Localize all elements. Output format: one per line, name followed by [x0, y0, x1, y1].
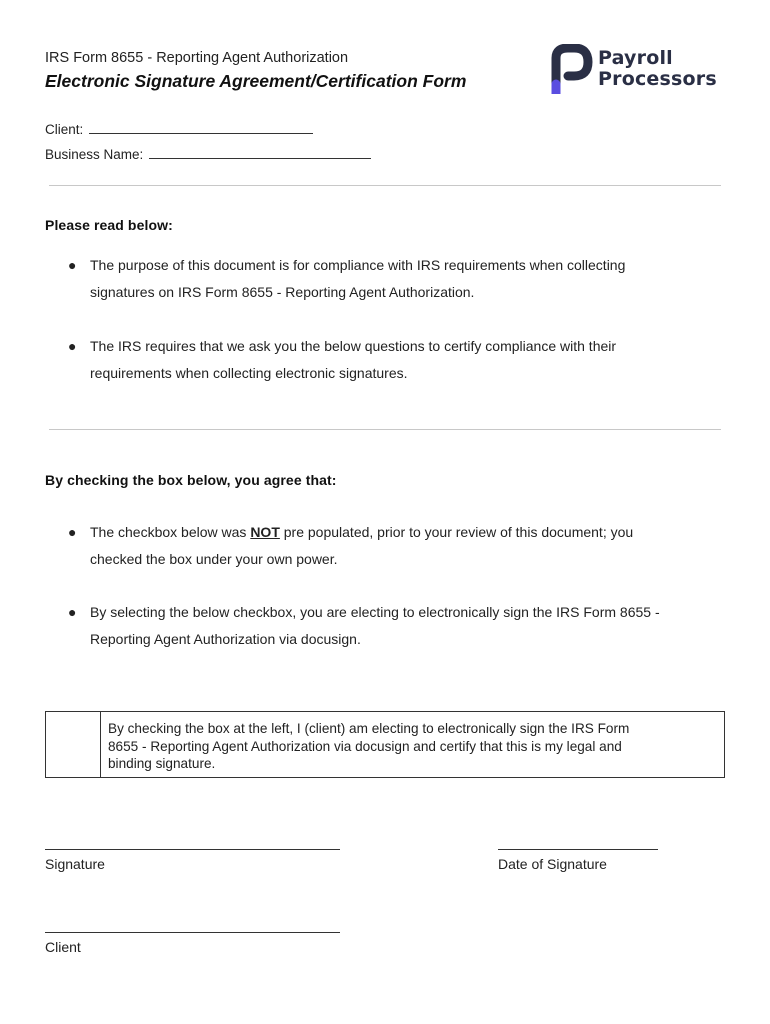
client-signature-label: Client	[45, 939, 81, 955]
list-item-line: signatures on IRS Form 8655 - Reporting Agent Authorization.	[90, 284, 475, 300]
list-item-line: checked the box under your own power.	[90, 551, 338, 567]
list-item-line: Reporting Agent Authorization via docusign.	[90, 631, 361, 647]
date-of-signature-line[interactable]	[498, 849, 658, 850]
date-of-signature-label: Date of Signature	[498, 856, 607, 872]
consent-box	[45, 711, 725, 778]
consent-text	[108, 720, 708, 773]
divider-middle	[49, 429, 721, 430]
client-input-line[interactable]	[89, 121, 313, 134]
consent-text-line: binding signature.	[108, 756, 216, 771]
consent-checkbox[interactable]	[46, 712, 101, 777]
consent-text-line: 8655 - Reporting Agent Authorization via docusign and certify that this is my legal and	[108, 738, 622, 754]
list-item	[68, 333, 708, 387]
list-item-line	[90, 519, 708, 546]
list-item-text: pre populated, prior to your review of this document; you	[279, 524, 634, 540]
business-name-field-label: Business Name	[45, 147, 140, 162]
bullet-icon: ●	[68, 257, 77, 273]
list-item	[68, 252, 708, 306]
form-reference: IRS Form 8655 - Reporting Agent Authorization	[45, 50, 349, 66]
business-name-field: Business Name:	[45, 146, 371, 162]
logo-line-2: Processors	[598, 68, 717, 90]
signature-label: Signature	[45, 856, 105, 872]
payroll-processors-logo-icon	[550, 44, 594, 94]
list-item-line: requirements when collecting electronic signatures.	[90, 365, 408, 381]
list-item	[68, 599, 708, 653]
list-item-line: The IRS requires that we ask you the below questions to certify compliance with their	[90, 338, 617, 354]
business-name-input-line[interactable]	[149, 146, 371, 159]
company-logo	[550, 44, 730, 96]
list-item-text: The checkbox below was	[90, 524, 251, 540]
section-heading-agree: By checking the box below, you agree that:	[45, 472, 337, 488]
client-signature-line[interactable]	[45, 932, 340, 933]
consent-text-line: By checking the box at the left, I (client) am electing to electronically sign the IRS Form	[108, 721, 630, 736]
bullet-icon: ●	[68, 338, 77, 354]
signature-line[interactable]	[45, 849, 340, 850]
bullet-icon: ●	[68, 604, 77, 620]
emphasis-not: NOT	[250, 524, 280, 540]
client-field: Client:	[45, 121, 313, 137]
section-heading-read-below: Please read below:	[45, 217, 173, 233]
page-title: Electronic Signature Agreement/Certification Form	[45, 71, 467, 91]
divider-top	[49, 185, 721, 186]
logo-line-1: Payroll	[598, 47, 673, 69]
list-item	[68, 519, 708, 573]
list-item-line: The purpose of this document is for compliance with IRS requirements when collecting	[90, 257, 626, 273]
list-item-line: By selecting the below checkbox, you are electing to electronically sign the IRS Form 8655 -	[90, 604, 660, 620]
client-field-label: Client	[45, 122, 80, 137]
bullet-icon: ●	[68, 524, 77, 540]
